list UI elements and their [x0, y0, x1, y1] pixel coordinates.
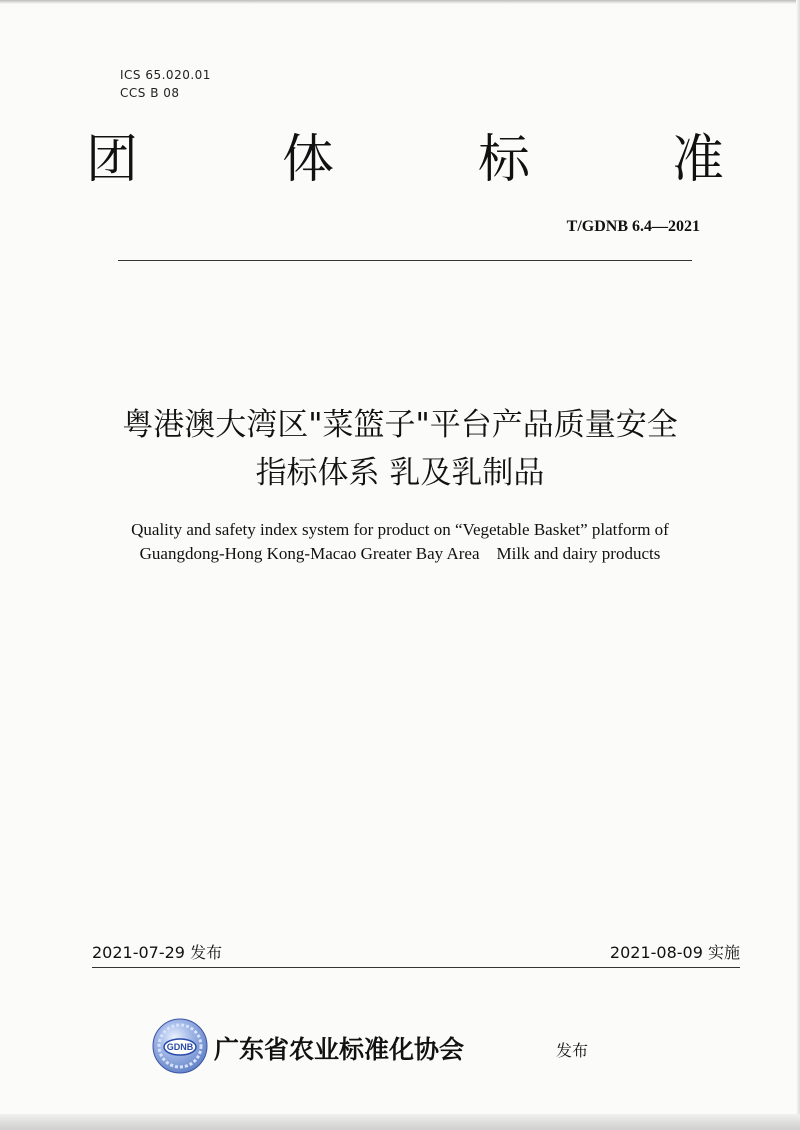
english-title-line-1: Quality and safety index system for product on “Vegetable Basket” platform of [131, 520, 669, 539]
header-divider [118, 260, 692, 261]
publisher-name: 广东省农业标准化协会 [214, 1035, 465, 1064]
english-title-line-2: Guangdong-Hong Kong-Macao Greater Bay Area Milk and dairy products [139, 544, 661, 563]
category-char-3: 标 [478, 130, 531, 190]
category-char-4: 准 [672, 130, 725, 190]
category-char-1: 团 [86, 130, 139, 190]
standard-number: T/GDNB 6.4—2021 [566, 218, 700, 235]
gdnb-logo-icon [152, 1018, 208, 1074]
issue-date: 2021-07-29 发布 [92, 943, 223, 962]
scan-edge-top [0, 0, 800, 4]
footer-divider [92, 967, 740, 968]
category-char-2: 体 [282, 130, 335, 190]
ics-code: ICS 65.020.01 [120, 68, 211, 82]
logo-text: GDNB [166, 1042, 194, 1052]
publish-label: 发布 [556, 1041, 589, 1060]
chinese-title-line-2: 指标体系 乳及乳制品 [255, 455, 545, 491]
scan-edge-bottom [0, 1114, 800, 1130]
implementation-date: 2021-08-09 实施 [609, 943, 740, 962]
chinese-title-line-1: 粤港澳大湾区"菜篮子"平台产品质量安全 [122, 407, 678, 443]
ccs-code: CCS B 08 [120, 86, 180, 100]
